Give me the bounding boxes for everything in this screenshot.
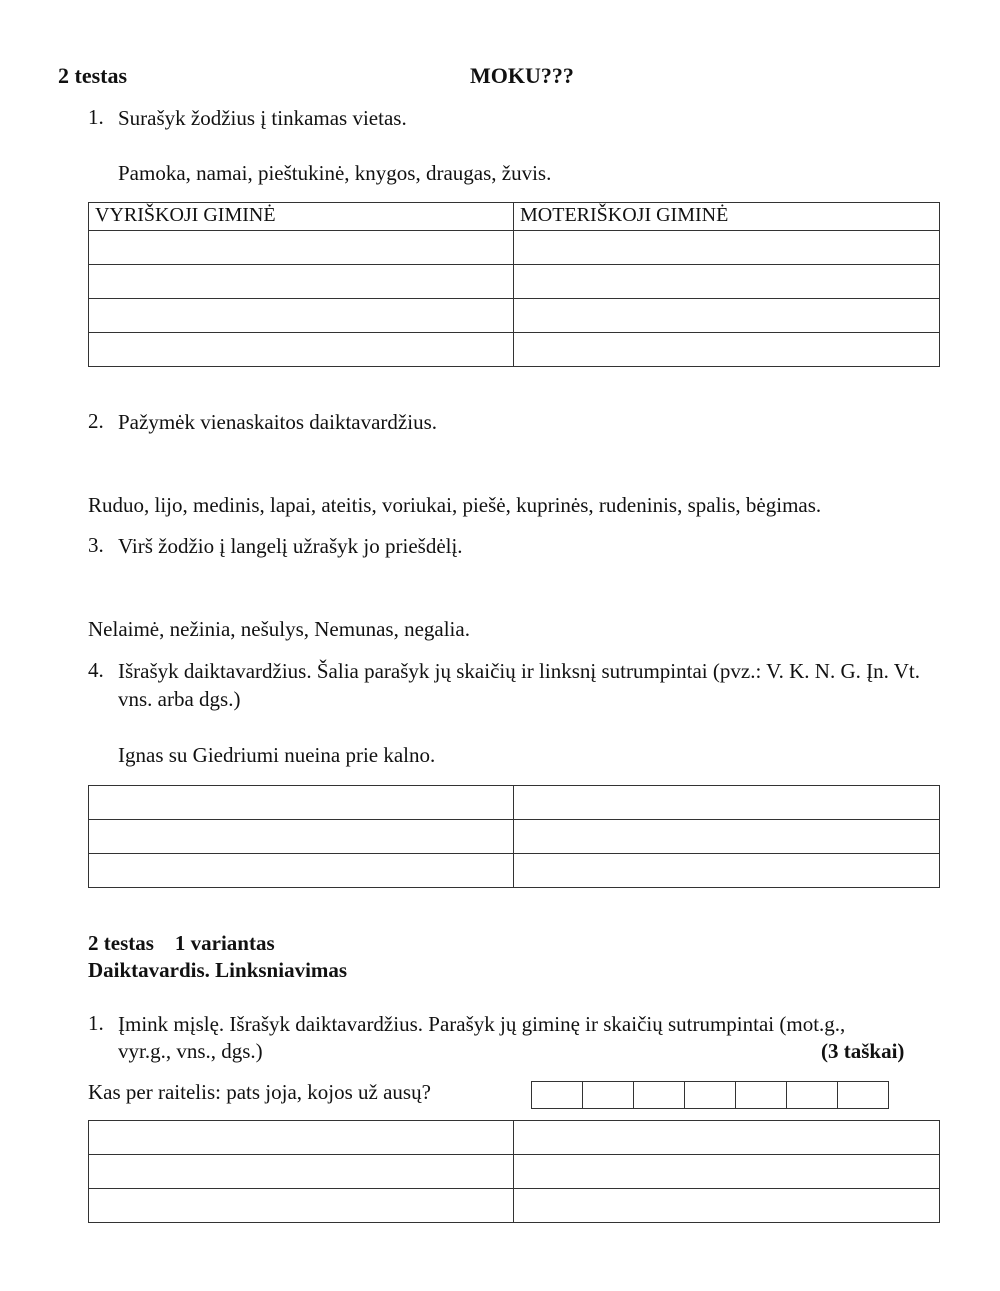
answer-cell[interactable] <box>89 1155 514 1189</box>
task-number: 2. <box>88 409 104 433</box>
answer-cell[interactable] <box>89 854 514 888</box>
task-number: 3. <box>88 533 104 557</box>
letter-box[interactable] <box>685 1082 736 1109</box>
letter-box[interactable] <box>787 1082 838 1109</box>
answer-cell[interactable] <box>89 1189 514 1223</box>
task-4-sentence: Ignas su Giedriumi nueina prie kalno. <box>118 743 436 767</box>
task-instruction: Surašyk žodžius į tinkamas vietas. <box>118 106 407 130</box>
task-instruction: Įmink mįslę. Išrašyk daiktavardžius. Parašyk jų giminę ir skaičių sutrumpintai (mot.g., <box>118 1012 846 1036</box>
riddle-answer-table <box>88 1120 940 1223</box>
answer-cell[interactable] <box>514 1189 940 1223</box>
answer-cell[interactable] <box>89 299 514 333</box>
column-header-masculine: VYRIŠKOJI GIMINĖ <box>89 203 514 231</box>
riddle-text: Kas per raitelis: pats joja, kojos už ausų? <box>88 1080 431 1104</box>
task-instruction-continued: vyr.g., vns., dgs.) <box>118 1039 263 1063</box>
answer-cell[interactable] <box>514 333 940 367</box>
answer-cell[interactable] <box>514 820 940 854</box>
task-2-words: Ruduo, lijo, medinis, lapai, ateitis, voriukai, piešė, kuprinės, rudeninis, spalis, bėgimas. <box>88 493 822 517</box>
points-label: (3 taškai) <box>821 1039 905 1063</box>
answer-cell[interactable] <box>514 299 940 333</box>
answer-cell[interactable] <box>514 854 940 888</box>
task-number: 1. <box>88 1011 104 1035</box>
answer-cell[interactable] <box>89 231 514 265</box>
task-4 <box>88 657 948 717</box>
task-instruction: Virš žodžio į langelį užrašyk jo priešdėlį. <box>118 534 463 558</box>
task-number: 4. <box>88 658 104 682</box>
letter-box[interactable] <box>634 1082 685 1109</box>
answer-cell[interactable] <box>89 786 514 820</box>
section-subtitle: Daiktavardis. Linksniavimas <box>88 958 348 982</box>
noun-analysis-table <box>88 785 940 888</box>
gender-table <box>88 202 940 367</box>
answer-cell[interactable] <box>89 333 514 367</box>
page-title: MOKU??? <box>470 63 574 88</box>
answer-cell[interactable] <box>514 265 940 299</box>
section-title: 2 testas 1 variantas <box>88 931 275 955</box>
answer-cell[interactable] <box>89 1121 514 1155</box>
answer-cell[interactable] <box>514 1155 940 1189</box>
letter-box[interactable] <box>583 1082 634 1109</box>
answer-cell[interactable] <box>89 265 514 299</box>
task-instruction: Pažymėk vienaskaitos daiktavardžius. <box>118 410 437 434</box>
column-header-feminine: MOTERIŠKOJI GIMINĖ <box>514 203 940 231</box>
answer-cell[interactable] <box>514 1121 940 1155</box>
letter-box[interactable] <box>532 1082 583 1109</box>
answer-cell[interactable] <box>514 786 940 820</box>
answer-cell[interactable] <box>514 231 940 265</box>
letter-box[interactable] <box>838 1082 889 1109</box>
letter-boxes <box>531 1081 889 1109</box>
task-1-words: Pamoka, namai, pieštukinė, knygos, draugas, žuvis. <box>118 161 552 185</box>
test-title: 2 testas <box>58 63 128 88</box>
letter-box[interactable] <box>736 1082 787 1109</box>
task-instruction: Išrašyk daiktavardžius. Šalia parašyk jų skaičių ir linksnį sutrumpintai (pvz.: V. K. N. G. Įn. Vt. vns. arba dgs.) <box>118 659 920 711</box>
task-3-words: Nelaimė, nežinia, nešulys, Nemunas, negalia. <box>88 617 470 641</box>
task-number: 1. <box>88 105 104 129</box>
answer-cell[interactable] <box>89 820 514 854</box>
